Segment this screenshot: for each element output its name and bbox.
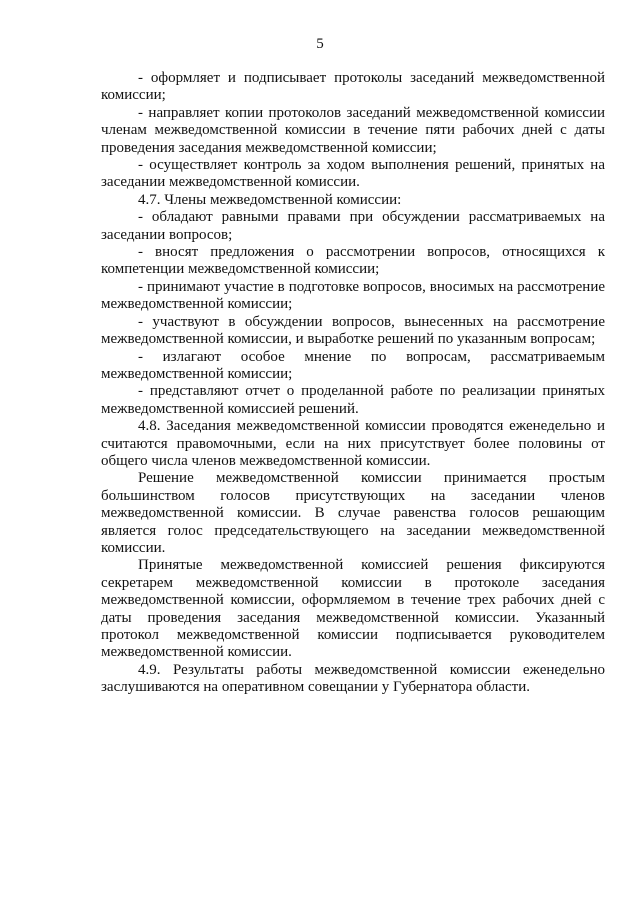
paragraph: - вносят предложения о рассмотрении вопросов, относящихся к компетенции межведомственной комиссии; — [101, 244, 605, 278]
paragraph-4-9: 4.9. Результаты работы межведомственной комиссии еженедельно заслушиваются на оперативном совещании у Губернатора области. — [101, 661, 605, 696]
paragraph: Принятые межведомственной комиссией решения фиксируются секретарем межведомственной комиссии в протоколе заседания межведомственной комиссии, оформляемом в течение трех рабочих дней с даты проведения заседания межведомственной комиссии. Указанный протокол межведомственной комиссии подписывается руководителем межведомственной комиссии. — [101, 557, 605, 661]
paragraph: - направляет копии протоколов заседаний межведомственной комиссии членам межведомственной комиссии в течение пяти рабочих дней с даты проведения заседания межведомственной комиссии; — [101, 104, 605, 156]
paragraph: - осуществляет контроль за ходом выполнения решений, принятых на заседании межведомственной комиссии. — [101, 157, 605, 191]
paragraph-4-8: 4.8. Заседания межведомственной комиссии проводятся еженедельно и считаются правомочными, если на них присутствует более половины от общего числа членов межведомственной комиссии. — [101, 418, 605, 469]
paragraph: - участвуют в обсуждении вопросов, вынесенных на рассмотрение межведомственной комиссии, и выработке решений по указанным вопросам; — [101, 313, 605, 348]
paragraph: - излагают особое мнение по вопросам, рассматриваемым межведомственной комиссии; — [101, 348, 605, 382]
document-body — [101, 70, 605, 697]
section-heading-4-7: 4.7. Члены межведомственной комиссии: — [138, 191, 402, 208]
page-number: 5 — [316, 36, 324, 52]
paragraph: - принимают участие в подготовке вопросов, вносимых на рассмотрение межведомственной комиссии; — [101, 278, 605, 313]
paragraph: - представляют отчет о проделанной работе по реализации принятых межведомственной комиссией решений. — [101, 383, 605, 417]
paragraph: - обладают равными правами при обсуждении рассматриваемых на заседании вопросов; — [101, 209, 605, 243]
paragraph: - оформляет и подписывает протоколы заседаний межведомственной комиссии; — [101, 70, 605, 104]
paragraph: Решение межведомственной комиссии принимается простым большинством голосов присутствующих на заседании членов межведомственной комиссии. В случае равенства голосов решающим является голос председательствующего на заседании межведомственной комиссии. — [101, 470, 605, 556]
